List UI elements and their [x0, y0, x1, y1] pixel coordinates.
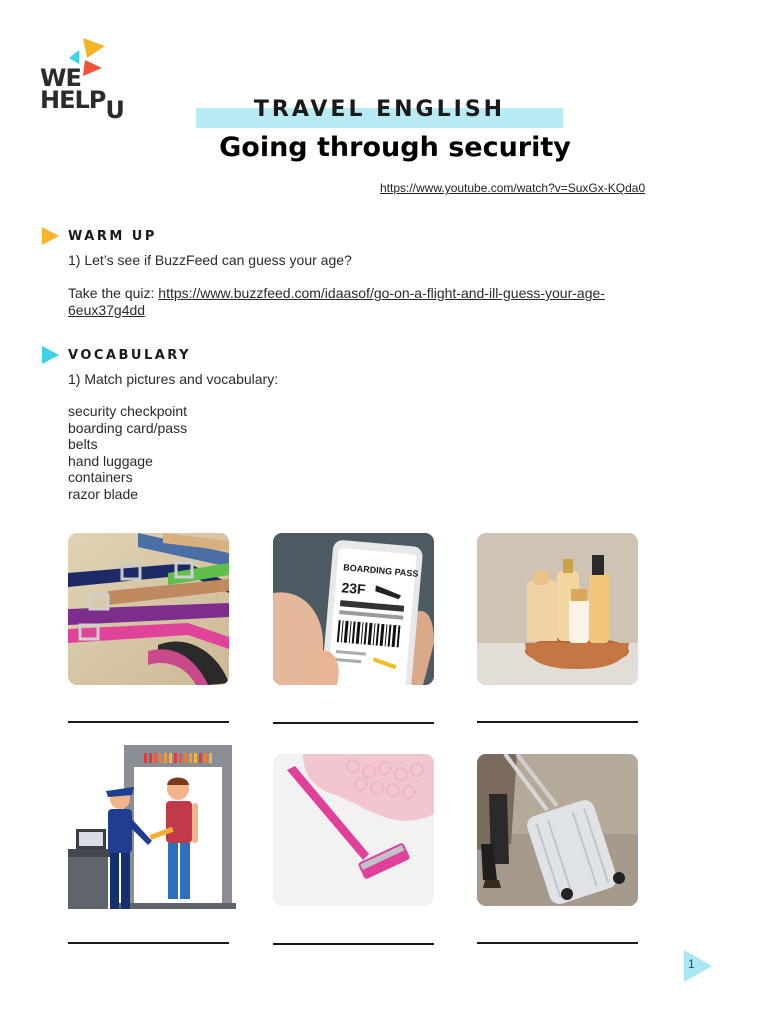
vocabulary-instruction: 1) Match pictures and vocabulary:	[68, 371, 279, 387]
wehelpu-logo	[40, 36, 124, 126]
warmup-quiz	[68, 285, 605, 318]
answer-line[interactable]	[477, 942, 638, 944]
quiz-link-line2[interactable]: 6eux37g4dd	[68, 301, 146, 318]
page-title: Going through security	[219, 132, 571, 163]
logo-u-text: U	[105, 96, 124, 124]
cyan-triangle-icon	[682, 950, 714, 982]
answer-line[interactable]	[273, 943, 434, 945]
vocabulary-heading	[42, 346, 191, 364]
vocab-word: security checkpoint	[68, 403, 188, 419]
logo-we: WE	[40, 64, 81, 92]
yellow-triangle-icon	[42, 227, 59, 245]
video-link[interactable]: https://www.youtube.com/watch?v=SuxGx-KQda0	[380, 181, 646, 195]
boarding-pass-seat: 23F	[340, 579, 367, 598]
answer-line[interactable]	[68, 942, 229, 944]
warmup-label: WARM UP	[68, 228, 157, 244]
page-number-badge	[682, 950, 714, 982]
quiz-prefix: Take the quiz:	[68, 285, 159, 301]
logo-help-text: HELP	[40, 86, 106, 114]
header-subtitle: TRAVEL ENGLISH	[253, 97, 506, 122]
security-checkpoint-image	[68, 745, 238, 913]
vocab-word: hand luggage	[68, 452, 153, 469]
page-number: 1	[688, 957, 695, 971]
answer-line[interactable]	[477, 721, 638, 723]
vocab-word: containers	[68, 469, 133, 485]
logo-help	[40, 86, 124, 124]
hand-luggage-image	[477, 754, 638, 906]
razor-blade-image	[273, 754, 434, 906]
quiz-link-line1[interactable]: https://www.buzzfeed.com/idaasof/go-on-a-flight-and-ill-guess-your-age-	[158, 285, 605, 301]
boarding-pass-image	[273, 533, 434, 685]
boarding-pass-title: BOARDING PASS	[342, 562, 419, 579]
answer-line[interactable]	[68, 721, 229, 723]
answer-line[interactable]	[273, 722, 434, 724]
warmup-heading	[42, 227, 157, 245]
vocab-word: belts	[68, 436, 98, 452]
vocabulary-label: VOCABULARY	[68, 347, 192, 363]
belts-image	[68, 533, 229, 685]
vocab-word: razor blade	[68, 485, 139, 502]
cyan-triangle-icon	[42, 346, 59, 364]
vocab-word: boarding card/pass	[68, 419, 188, 436]
containers-image	[477, 533, 638, 685]
vocabulary-list	[68, 403, 187, 502]
warmup-question: 1) Let’s see if BuzzFeed can guess your age?	[68, 252, 352, 268]
